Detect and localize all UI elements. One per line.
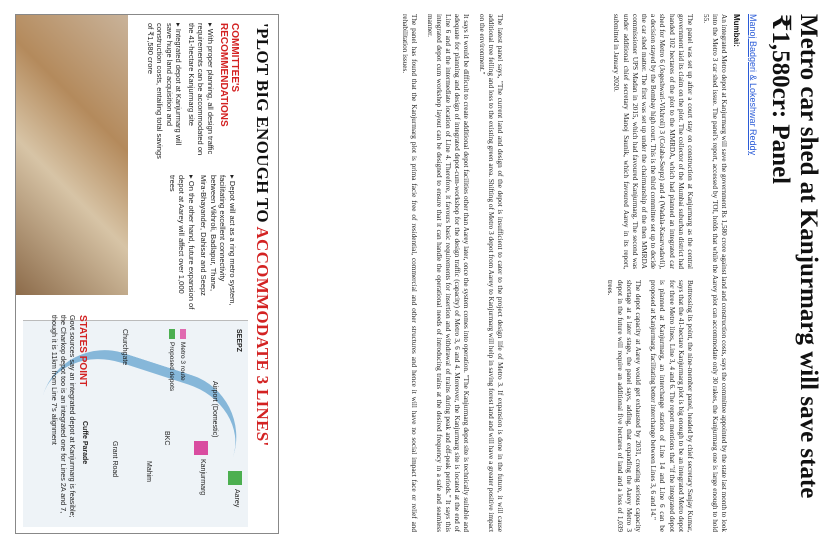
paragraph-intro: An integrated Metro depot at Kanjurmarg will save the government Rs 1,580 crore against land and construction costs, says the committee appointed by the state last month to look into the Metro 3 car shed issue. The panel's report, accessed by TOI, holds that while the Aarey plot can accommodate only 30 rakes, the Kanjurmarg one is large enough to hold 55.: [701, 14, 728, 532]
paragraph-difficult: It says it would be difficult to create additional depot facilities other than Aarey later, once the system comes into operation. "The Kanjurmarg depot site is technically suitable and adequate for planning and design of integrated depot-cum-workshop for the design traffic (capacity) of Metro 3, 6 and 4. Moreover, the Kanjurmarg site is located at the end of Line 6 and at the intermediate location of Line 4. Therefore, it favours basic requirements for insertion and withdrawal of trains during peak and off-peak periods." It says this integrated depot cum workshop layout can be designed to ensure that it can handle the operational needs of introducing trains at the desired frequency in a safe and seamless manner.: [425, 14, 471, 532]
infographic: [15, 14, 279, 534]
map-label-seepz: SEEPZ: [235, 329, 242, 352]
map-legend: Metro 3 route Proposed depots: [166, 329, 188, 391]
paragraph-capacity: The depot capacity at Aarey would get exhausted by 2031, creating serious capacity shortage at a later stage, the panel says, adding, that expanding the Aarey Metro 3 depot in the future will require an additional five hectares of land and a loss of 1,039 trees.: [606, 280, 642, 532]
legend-swatch-depot: [169, 329, 175, 339]
article-title: Metro car shed at Kanjurmarg will save state ₹1,580cr: Panel: [767, 14, 822, 499]
recommendation-item: ▸ Depot will act as a ring metro system, facilitating excellent connectivity between Vikhroli, Badlapur, Thane, Mira-Bhayander, Dahisar and Seepz: [199, 175, 237, 306]
dateline: Mumbai:: [732, 14, 741, 47]
states-point-box: [50, 315, 88, 525]
byline-link[interactable]: Manoj Badgeri & Lokeshwar Reddy: [748, 14, 758, 156]
states-point-title: STATES POINT: [77, 315, 88, 387]
map-label-kanjurmarg: Kanjurmarg: [199, 459, 206, 496]
paragraph-social: The panel has found that the Kanjurmarg plot is prima facie free of residential, commercial and other structures and hence it will have no social impact face or relief and rehabilitation issues.: [401, 14, 419, 532]
map-label-churchgate: Churchgate: [121, 329, 128, 366]
map-label-bkc: BKC: [163, 431, 170, 446]
article-lower-body: [400, 14, 504, 532]
column-right: [605, 280, 694, 532]
map-label-aarey: Aarey: [233, 489, 240, 508]
aarey-marker: [228, 471, 242, 485]
map-label-cuffe: Cuffe Parade: [81, 421, 88, 465]
legend-swatch-metro: [180, 329, 186, 339]
recommendation-item: ▸ On the other hand, future expansion of depot at Aarey will affect over 1,000 trees: [168, 175, 196, 310]
column-left: [611, 14, 694, 269]
infographic-headline: 'PLOT BIG ENOUGH TO ACCOMMODATE 3 LINES': [253, 23, 272, 447]
recommendations-title: COMMITTEE'S RECOMMENDATIONS: [218, 23, 240, 127]
states-point-body: Govt sources say an integrated depot at Kanjurmarg is feasible; the Charkop depot too is an integrated one for Lines 2A and 7, though it is 11km from Line 7's alignment: [50, 315, 77, 518]
paragraph-panel: The panel was set up after a court stay on construction at Kanjurmarg as the central government laid its claim on the plot. The collector of the Mumbai suburban district had handed 102 hectares of the plot to the MMRDA, which had planned an integrated car shed for Metro 6 (Jogeshwari-Vikhroli) 3 (Colaba-Seepz) and 4 (Wadala-Kasarvadavli), a decision stayed by the Bombay high court. This is the third committee set up to decide the car shed matter. The first was set up under the chairmanship of the then MMRDA commissioner UPS Madan in 2015, which had favoured Kanjurmarg. The second was under additional chief secretary Manoj Saunik, which favoured Aarey in its report, submitted in January 2020.: [612, 14, 694, 269]
recommendation-item: ▸ Integrated depot at Kanjurmarg will save huge land acquisition and construction costs, entailing total savings of ₹1,580 crore: [146, 23, 184, 159]
kanjurmarg-marker: [194, 441, 208, 455]
construction-photo: [16, 15, 128, 295]
map-label-grant-road: Grant Road: [111, 441, 118, 478]
recommendations-box: [146, 23, 241, 163]
paragraph-buttress: Buttressing its point, the nine-member panel, headed by chief secretary Sanjay Kumar, says that the 41-hectare Kanjurmarg plot is big enough to be an integrated Metro depot for three Metro lines, Line 3, 4 and 6. The report mentions that "if the integrated depot is planned at Kanjurmarg, an interchange station of Line 14 and Line 6 can be proposed at Kanjurmarg, facilitating better interchange between Lines 3, 6 and 14.": [649, 280, 694, 532]
recommendation-item: ▸ With proper planning, all design traffic requirements can be accommodated on the 41-hectare Kanjurmarg site: [187, 23, 215, 156]
map-label-mahim: Mahim: [145, 461, 152, 483]
map-label-airport: Airport (Domestic): [211, 381, 218, 438]
recommendations-box-2: [168, 175, 241, 310]
paragraph-latest: The latest panel says, "The current land and design of the depot is insufficient to cater to the project design life of Metro 3. If expansion is done in the future, it will cause additional tree felling and loss to the existing green area. Shifting of Metro 3 depot from Aarey to Kanjurmarg will help in saving forest land and will have a greater positive impact on the environment.": [477, 14, 504, 532]
